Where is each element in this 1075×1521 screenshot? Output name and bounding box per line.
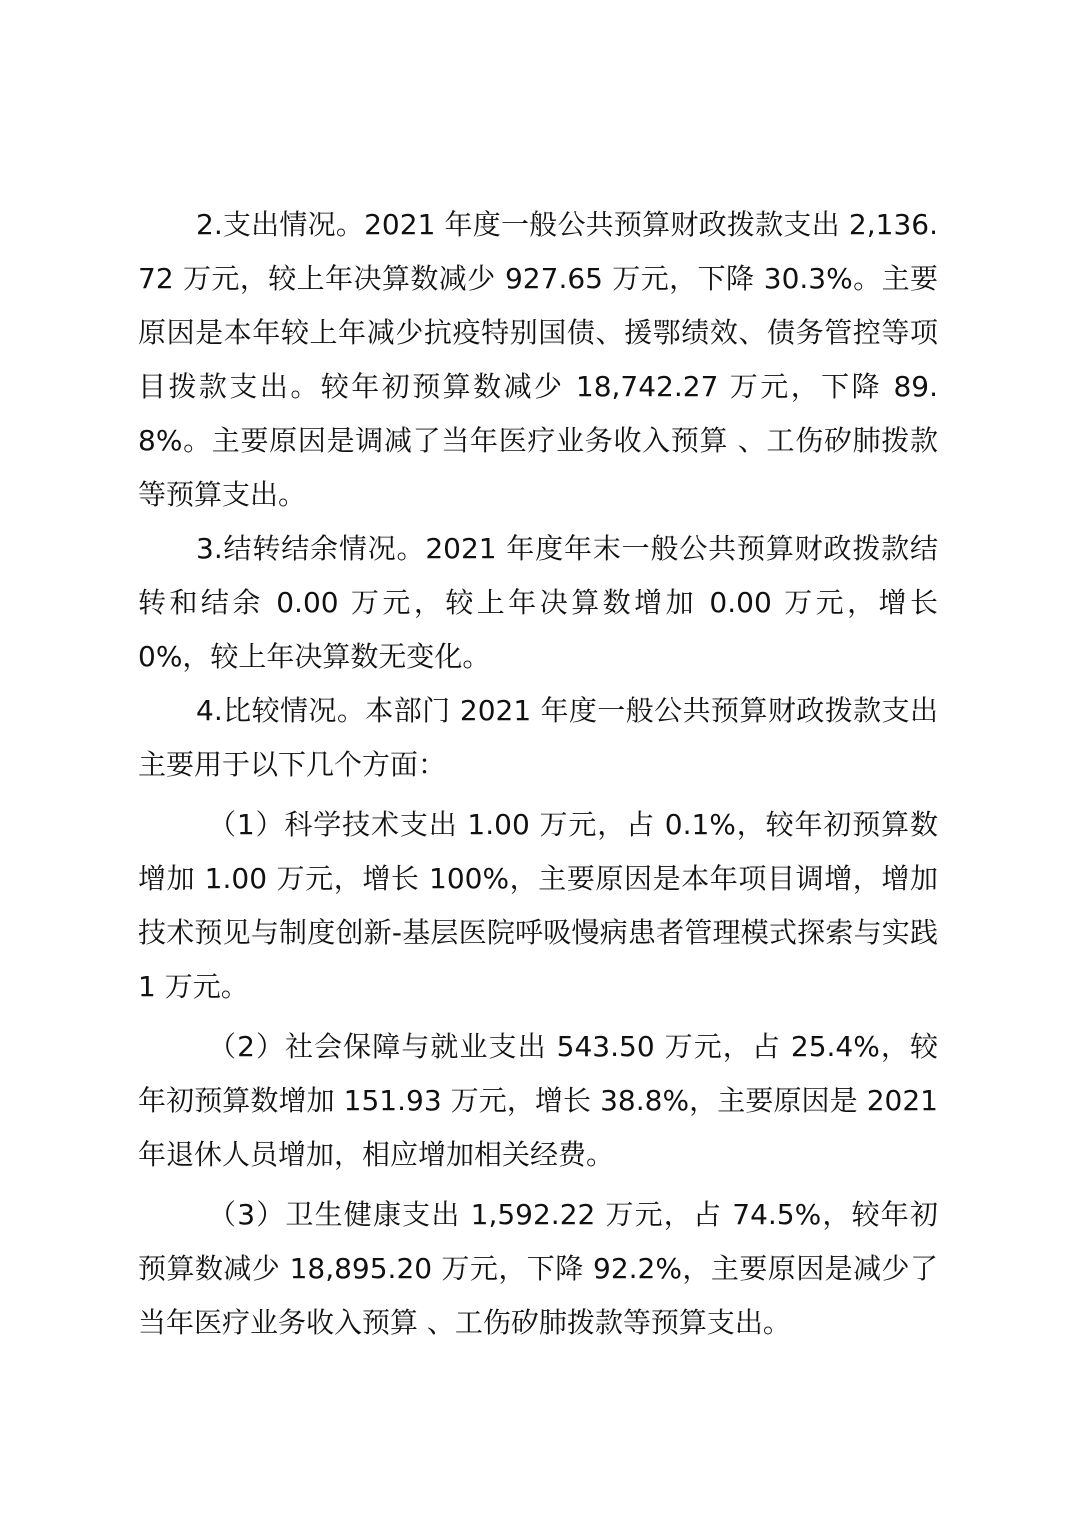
paragraph-carryover: 3.结转结余情况。2021 年度年末一般公共预算财政拨款结转和结余 0.00 万元，较上年决算数增加 0.00 万元，增长 0%，较上年决算数无变化。 xyxy=(138,532,938,673)
paragraph-expenditure: 2.支出情况。2021 年度一般公共预算财政拨款支出 2,136.72 万元，较上年决算数减少 927.65 万元，下降 30.3%。主要原因是本年较上年减少抗疫特别国债、援鄂绩效、债务管控等项目拨款支出。较年初预算数减少 18,742.27 万元，下降 89.8%。主要原因是调减了当年医疗业务收入预算 、工伤矽肺拨款等预算支出。 xyxy=(138,208,938,511)
paragraph-item-3: （3）卫生健康支出 1,592.22 万元，占 74.5%，较年初预算数减少 18,895.20 万元，下降 92.2%，主要原因是减少了当年医疗业务收入预算 、工伤矽肺拨款等预算支出。 xyxy=(138,1198,938,1339)
paragraph-comparison: 4.比较情况。本部门 2021 年度一般公共预算财政拨款支出主要用于以下几个方面： xyxy=(138,694,938,781)
paragraph-item-2: （2）社会保障与就业支出 543.50 万元，占 25.4%，较年初预算数增加 151.93 万元，增长 38.8%，主要原因是 2021 年退休人员增加，相应增加相关经费。 xyxy=(138,1030,938,1171)
paragraph-item-1: （1）科学技术支出 1.00 万元，占 0.1%，较年初预算数增加 1.00 万元，增长 100%，主要原因是本年项目调增，增加技术预见与制度创新-基层医院呼吸慢病患者管理模式探索与实践 1 万元。 xyxy=(138,808,938,1003)
document-body xyxy=(138,198,938,1350)
